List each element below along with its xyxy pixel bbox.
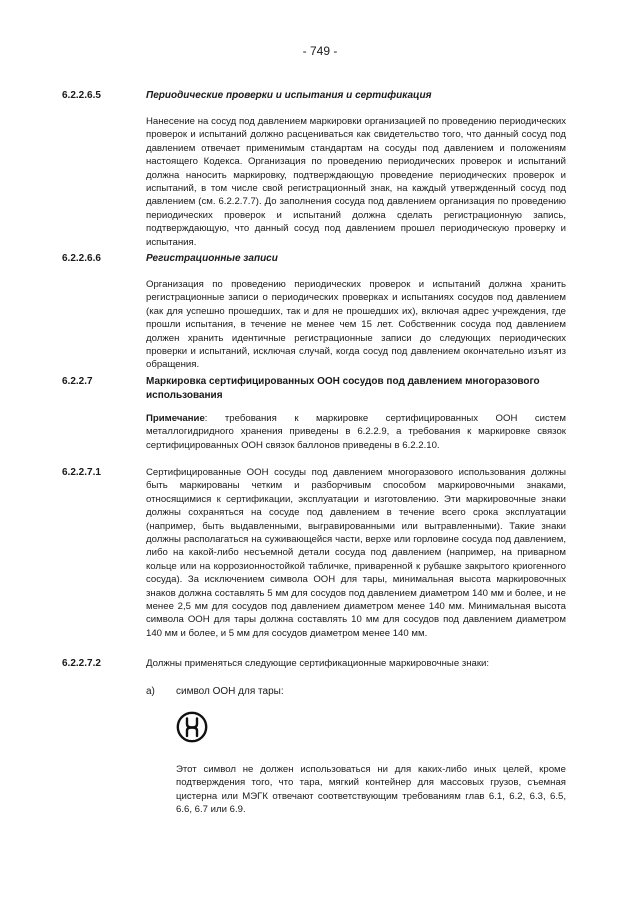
section-number: 6.2.2.7 [62,376,93,387]
section-title: Периодические проверки и испытания и сертификация [146,90,432,101]
section-number: 6.2.2.6.6 [62,253,101,264]
symbol-description: Этот символ не должен использоваться ни для каких-либо иных целей, кроме подтверждения того, что тара, мягкий контейнер для массовых грузов, съемная цистерна или МЭГК отвечают соответствующим требованиям глав 6.1, 6.2, 6.3, 6.5, 6.6, 6.7 или 6.9. [176,764,566,816]
note-label: Примечание [146,413,205,424]
section-paragraph: Сертифицированные ООН сосуды под давлением многоразового использования должны быть маркированы четким и разборчивым способом маркировочными знаками, относящимися к сертификации, эксплуатации и изготовлению. Эти маркировочные знаки должны сохраняться на сосуде под давлением в течение всего срока эксплуатации (например, быть выдавленными, выгравированными или вытравленными). Такие знаки должны располагаться на суживающейся части, верхе или горловине сосуда под давлением, либо на какой-либо несъемной детали сосуда под давлением (например, на приварном кольце или на коррозионностойкой табличке, приваренной к рубашке закрытого криогенного сосуда). За исключением символа ООН для тары, минимальная высота маркировочных знаков должна составлять 5 мм для сосудов под давлением диаметром 140 мм и более, и не менее 2,5 мм для сосудов под давлением диаметром менее 140 мм. Минимальная высота символа ООН для тары должна составлять 10 мм для сосудов под давлением диаметром 140 мм и более, и 5 мм для сосудов диаметром менее 140 мм. [146,467,566,639]
section-title: Маркировка сертифицированных ООН сосудов под давлением многоразового использования [146,376,540,401]
note-paragraph [146,412,566,452]
section-paragraph: Должны применяться следующие сертификационные маркировочные знаки: [146,658,490,669]
un-packaging-symbol-icon [176,711,208,743]
page-number: - 749 - [302,44,338,58]
section-number: 6.2.2.7.1 [62,467,101,478]
section-title: Регистрационные записи [146,253,278,264]
section-number: 6.2.2.7.2 [62,658,101,669]
section-paragraph: Нанесение на сосуд под давлением маркировки организацией по проведению периодических проверок и испытаний должно расцениваться как свидетельство того, что данный сосуд под давлением отвечает применимым стандартам на сосуды под давлением и положениям настоящего Кодекса. Организация по проведению периодических проверок и испытаний должна наносить маркировку, подтверждающую проведение периодических проверок и испытаний, в том числе свой регистрационный знак, на каждый утвержденный сосуд под давлением (см. 6.2.2.7.7). До заполнения сосуда под давлением организация по проведению периодических проверок и испытаний должна сделать регистрационную запись, подтверждающую, что данный сосуд под давлением прошел периодическую проверку и испытания. [146,116,566,248]
section-paragraph: Организация по проведению периодических проверок и испытаний должна хранить регистрационные записи о периодических проверках и испытаниях сосудов под давлением (как для успешно прошедших, так и для не прошедших их), включая адрес учреждения, где прошли испытания, в течение не менее чем 15 лет. Собственник сосуда под давлением должен хранить идентичные регистрационные записи до следующих периодических проверки и испытаний, исключая случай, когда сосуд под давлением окончательно изъят из обращения. [146,279,566,371]
list-item-text: символ ООН для тары: [176,686,284,697]
section-number: 6.2.2.6.5 [62,90,101,101]
list-item-marker: а) [146,686,155,697]
note-text: : требования к маркировке сертифицированных ООН систем металлогидридного хранения приведены в 6.2.2.9, а требования к маркировке связок сертифицированных ООН связок баллонов приведены в 6.2.2.10. [146,413,566,451]
